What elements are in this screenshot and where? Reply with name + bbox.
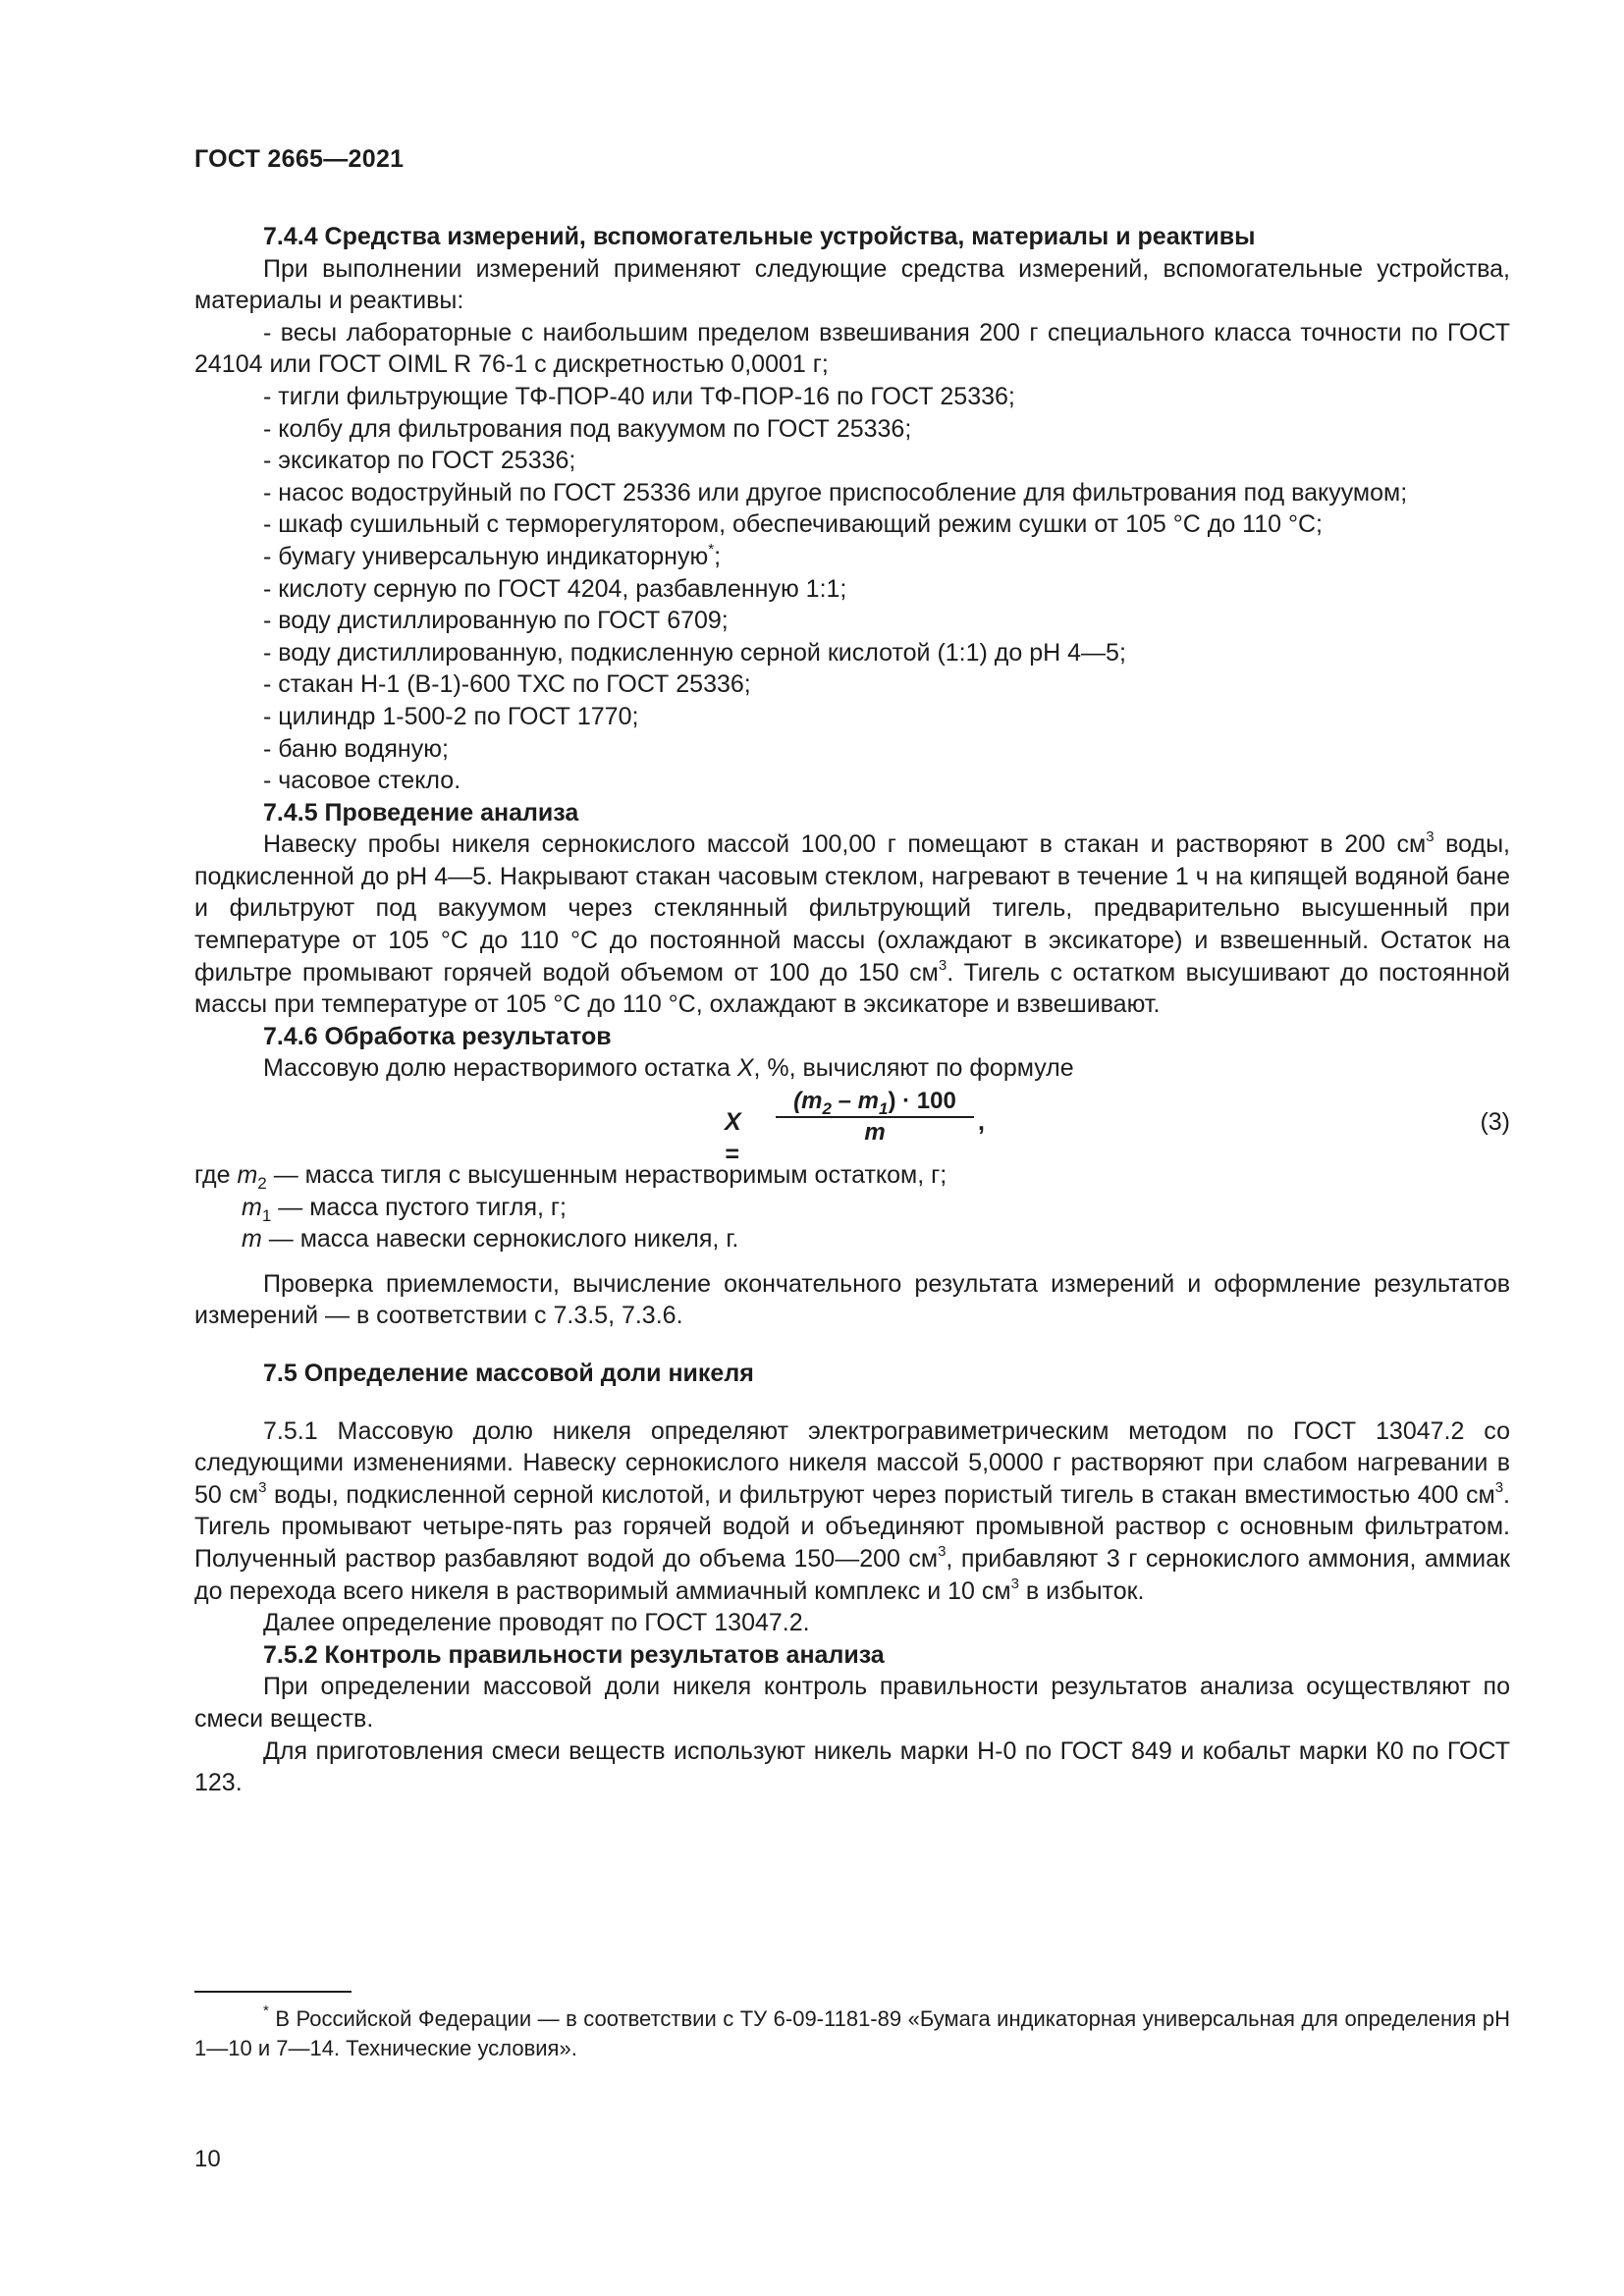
- list-item-text: - бумагу универсальную индикаторную: [263, 542, 709, 570]
- section-7-4-4-intro: При выполнении измерений применяют следующие средства измерений, вспомогательные устройства, материалы и реактивы:: [194, 254, 1510, 315]
- list-item-tail: ;: [714, 542, 722, 570]
- document-body: [194, 221, 1510, 1799]
- paragraph-text: воды, подкисленной до рН 4—5. Накрывают стакан часовым стеклом, нагревают в течение 1 ч на кипящей водяной бане и фильтруют под вакуумом через стеклянный фильтрующий тигель, предварительно высушенный при температуре от 105 °С до 110 °С до постоянной массы (охлаждают в эксикаторе) и взвешенный. Остаток на фильтре промывают горячей водой объемом от 100 до 150 см: [194, 830, 1510, 987]
- where-row: [194, 1159, 1510, 1192]
- section-7-5-2-paragraph: При определении массовой доли никеля контроль правильности результатов анализа осуществляют по смеси веществ.: [194, 1673, 1510, 1733]
- further-paragraph: Далее определение проводят по ГОСТ 13047.2.: [263, 1609, 810, 1637]
- subscript: 1: [879, 1099, 889, 1119]
- formula-fraction: [776, 1087, 974, 1148]
- document-header: ГОСТ 2665—2021: [194, 145, 405, 173]
- footnote: [194, 2004, 1510, 2063]
- where-text: — масса тигля с высушенным нерастворимым остатком, г;: [266, 1161, 947, 1190]
- list-item: - шкаф сушильный с терморегулятором, обеспечивающий режим сушки от 105 °С до 110 °С;: [263, 510, 1323, 539]
- paragraph-text: воды, подкисленной серной кислотой, и фильтруют через пористый тигель в стакан вместимостью 400 см: [266, 1480, 1495, 1509]
- section-7-4-6-intro: [194, 1052, 1510, 1085]
- formula-number: (3): [1480, 1108, 1510, 1137]
- list-item: [194, 541, 1510, 573]
- footnote-reference: *: [708, 540, 715, 558]
- list-item: - воду дистиллированную, подкисленную серной кислотой (1:1) до рН 4—5;: [263, 638, 1126, 667]
- acceptance-check-paragraph: Проверка приемлемости, вычисление окончательного результата измерений и оформление результатов измерений — в соответствии с 7.3.5, 7.3.6.: [194, 1269, 1510, 1330]
- section-7-4-6-title: 7.4.6 Обработка результатов: [263, 1022, 612, 1050]
- list-item: - баню водяную;: [263, 734, 449, 763]
- section-7-4-5-title: 7.4.5 Проведение анализа: [263, 798, 579, 827]
- superscript: 3: [258, 1478, 267, 1496]
- list-item: - часовое стекло.: [263, 767, 461, 795]
- where-text: — масса навески сернокислого никеля, г.: [261, 1225, 739, 1254]
- where-row: [194, 1223, 1510, 1255]
- subscript: 2: [822, 1099, 832, 1119]
- variable: m: [242, 1225, 262, 1254]
- section-7-5-2-title: 7.5.2 Контроль правильности результатов анализа: [263, 1640, 885, 1669]
- list-item: - воду дистиллированную по ГОСТ 6709;: [263, 607, 729, 635]
- superscript: 3: [938, 956, 947, 974]
- paragraph-text: 7.5.1 Массовую долю никеля определяют электрогравиметрическим методом по ГОСТ 13047.2 со следующими изменениями. Навеску сернокислого никеля массой 5,0000 г растворяют при слабом нагревании в 50 см: [194, 1416, 1510, 1509]
- formula-numerator: [776, 1087, 974, 1118]
- variable: m: [242, 1193, 262, 1221]
- formula-block: [194, 1085, 1510, 1168]
- formula-lhs: X =: [725, 1108, 741, 1168]
- list-item: - эксикатор по ГОСТ 25336;: [263, 447, 576, 475]
- formula-part: – m: [831, 1088, 879, 1115]
- superscript: 3: [1010, 1575, 1019, 1592]
- paragraph-text: . Тигель с остатком высушивают до постоянной массы при температуре от 105 °С до 110 °С, охлаждают в эксикаторе и взвешивают.: [194, 958, 1510, 1019]
- section-7-4-5-paragraph: [194, 828, 1510, 1021]
- footnote-mark: *: [263, 2002, 269, 2019]
- formula-comma: ,: [978, 1108, 985, 1137]
- section-7-5-2-paragraph: Для приготовления смеси веществ используют никель марки Н-0 по ГОСТ 849 и кобальт марки К0 по ГОСТ 123.: [194, 1736, 1510, 1797]
- variable: m: [237, 1161, 258, 1190]
- paragraph-text: Массовую долю нерастворимого остатка: [263, 1054, 737, 1083]
- list-item: - тигли фильтрующие ТФ-ПОР-40 или ТФ-ПОР-16 по ГОСТ 25336;: [263, 382, 1015, 410]
- subscript: 1: [261, 1205, 272, 1225]
- where-row: [194, 1192, 1510, 1224]
- section-7-4-4-title: 7.4.4 Средства измерений, вспомогательные устройства, материалы и реактивы: [263, 223, 1256, 250]
- list-item: - насос водоструйный по ГОСТ 25336 или другое приспособление для фильтрования под вакуумом;: [263, 478, 1408, 507]
- where-lead: где: [194, 1161, 231, 1190]
- formula-part: (m: [793, 1088, 823, 1115]
- paragraph-text: в избыток.: [1018, 1576, 1145, 1605]
- where-text: — масса пустого тигля, г;: [271, 1193, 567, 1221]
- superscript: 3: [938, 1542, 947, 1560]
- footnote-separator: [194, 1991, 352, 1993]
- superscript: 3: [1426, 828, 1435, 846]
- subscript: 2: [257, 1174, 267, 1194]
- paragraph-text: . Тигель промывают четыре-пять раз горячей водой и объединяют промывной раствор с основным фильтратом. Полученный раствор разбавляют водой до объема 150—200 см: [194, 1480, 1510, 1573]
- list-item: - стакан Н-1 (В-1)-600 ТХС по ГОСТ 25336;: [263, 670, 751, 699]
- page-number: 10: [194, 2146, 221, 2172]
- list-item: - колбу для фильтрования под вакуумом по ГОСТ 25336;: [263, 414, 912, 443]
- list-item: - цилиндр 1-500-2 по ГОСТ 1770;: [263, 702, 639, 730]
- section-7-5-1-paragraph: [194, 1415, 1510, 1608]
- list-item: - кислоту серную по ГОСТ 4204, разбавленную 1:1;: [263, 574, 847, 603]
- paragraph-text: Навеску пробы никеля сернокислого массой 100,00 г помещают в стакан и растворяют в 200 см: [263, 830, 1427, 859]
- section-7-5-title: 7.5 Определение массовой доли никеля: [263, 1360, 754, 1387]
- paragraph-text: , %, вычисляют по формуле: [753, 1054, 1074, 1083]
- list-item: - весы лабораторные с наибольшим пределом взвешивания 200 г специального класса точности по ГОСТ 24104 или ГОСТ OIML R 76-1 с дискретностью 0,0001 г;: [194, 318, 1510, 379]
- paragraph-text: , прибавляют 3 г сернокислого аммония, аммиак до перехода всего никеля в растворимый аммиачный комплекс и 10 см: [194, 1544, 1510, 1605]
- formula-denominator: m: [864, 1119, 886, 1147]
- formula-part: ) · 100: [888, 1088, 956, 1115]
- variable: X: [736, 1054, 754, 1083]
- footnote-text: В Российской Федерации — в соответствии с ТУ 6-09-1181-89 «Бумага индикаторная универсальная для определения рН 1—10 и 7—14. Технические условия».: [194, 2006, 1510, 2060]
- superscript: 3: [1494, 1478, 1504, 1496]
